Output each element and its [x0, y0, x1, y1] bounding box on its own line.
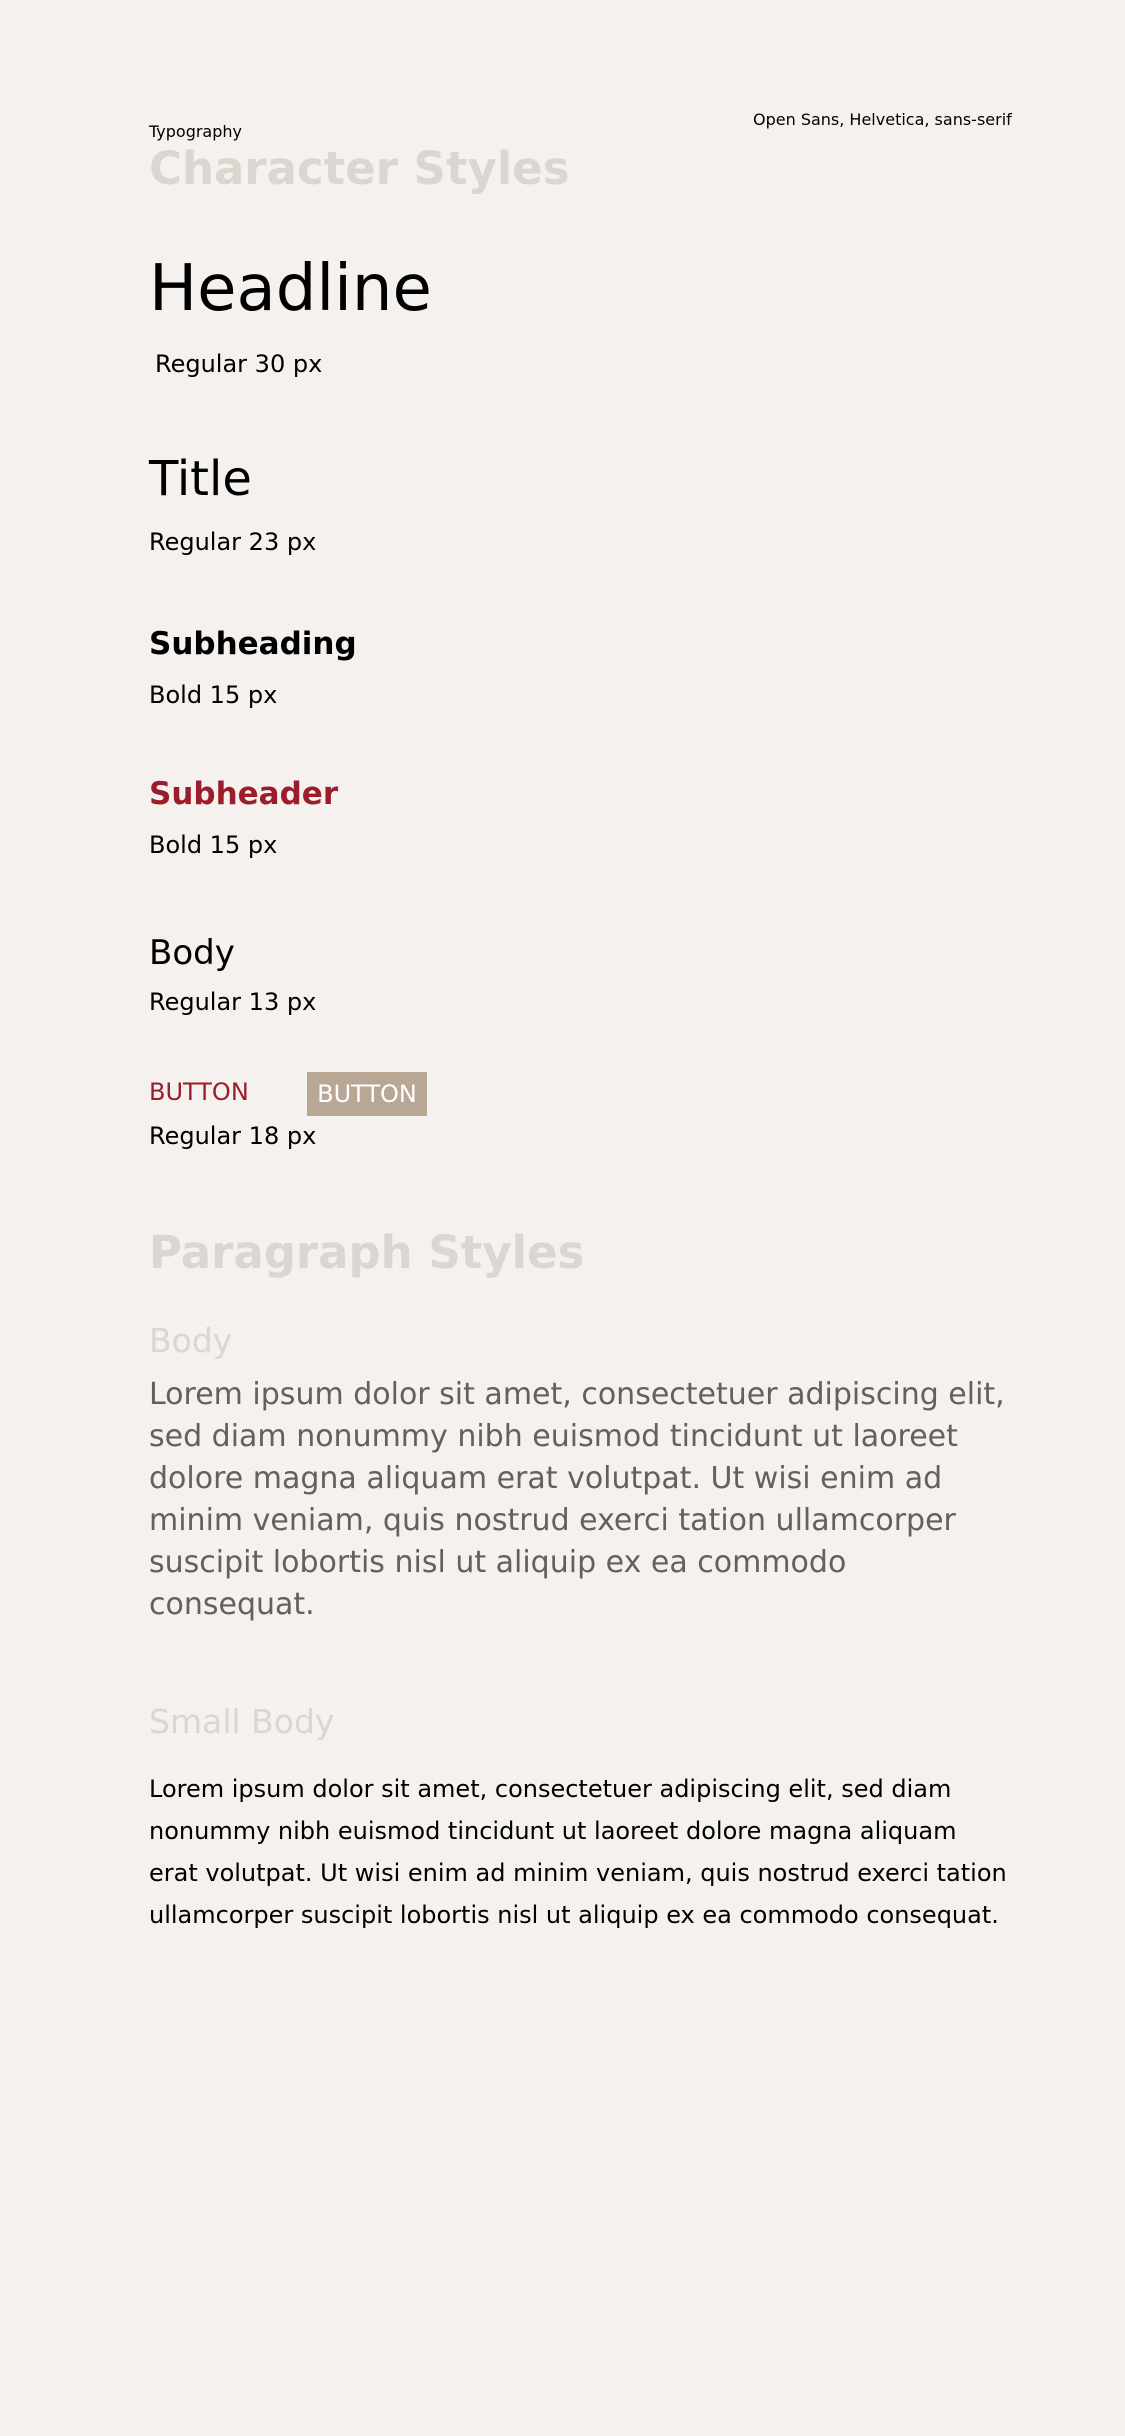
small-body-paragraph-text: Lorem ipsum dolor sit amet, consectetuer adipiscing elit, sed diam nonummy nibh euismod tincidunt ut laoreet dolore magna aliquam erat volutpat. Ut wisi enim ad minim veniam, quis nostrud exerci tation ullamcorper suscipit lobortis nisl ut aliquip ex ea commodo consequat. — [149, 1775, 1007, 1929]
headline-spec: Regular 30 px — [155, 350, 323, 378]
font-stack-note: Open Sans, Helvetica, sans-serif — [753, 110, 1012, 129]
paragraph-styles-heading: Paragraph Styles — [149, 1226, 585, 1279]
subheading-sample: Subheading — [149, 626, 357, 662]
body-paragraph-text: Lorem ipsum dolor sit amet, consectetuer adipiscing elit, sed diam nonummy nibh euismod tincidunt ut laoreet dolore magna aliquam erat volutpat. Ut wisi enim ad minim veniam, quis nostrud exerci tation ullamcorper suscipit lobortis nisl ut aliquip ex ea commodo consequat. — [149, 1377, 1005, 1622]
section-label: Typography — [149, 122, 242, 141]
title-spec: Regular 23 px — [149, 528, 317, 556]
button-spec: Regular 18 px — [149, 1122, 317, 1150]
body-paragraph-label: Body — [149, 1321, 233, 1360]
subheader-sample: Subheader — [149, 776, 339, 812]
character-styles-heading: Character Styles — [149, 142, 570, 195]
subheader-spec: Bold 15 px — [149, 831, 278, 859]
headline-sample: Headline — [149, 252, 432, 326]
text-button-sample[interactable]: BUTTON — [149, 1078, 249, 1106]
filled-button-sample[interactable]: BUTTON — [307, 1072, 427, 1116]
body-sample: Body — [149, 933, 235, 973]
body-spec: Regular 13 px — [149, 988, 317, 1016]
small-body-paragraph-label: Small Body — [149, 1702, 335, 1741]
subheading-spec: Bold 15 px — [149, 681, 278, 709]
title-sample: Title — [149, 451, 252, 507]
